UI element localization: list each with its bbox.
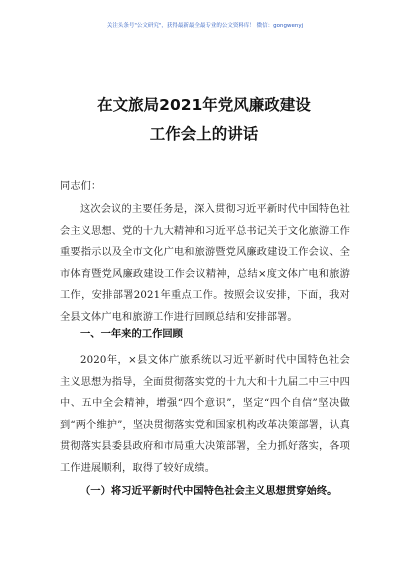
section-heading: 一、一年来的工作回顾 xyxy=(80,328,183,340)
subsection-heading: （一）将习近平新时代中国特色社会主义思想贯穿始终。 xyxy=(80,485,338,497)
header-promo-note: 关注头条号"公文研究"，获得最新最全最专业的公文资料库！ 微信：gongwenyj xyxy=(106,23,304,29)
salutation: 同志们： xyxy=(60,181,102,192)
intro-paragraph: 这次会议的主要任务是，深入贯彻习近平新时代中国特色社会主义思想、党的十九大精神和习近平总书记关于文化旅游工作重要指示以及全市文化广电和旅游暨党风廉政建设工作会议、全市体育暨党风廉政建设工作会议精神，总结×度文体广电和旅游工作，安排部署2021年重点工作。按照会议安排，下面，我对全县文体广电和旅游工作进行回顾总结和安排部署。 xyxy=(60,204,350,323)
section-paragraph: 2020年，×县文体广旅系统以习近平新时代中国特色社会主义思想为指导，全面贯彻落实党的十九大和十九届二中三中四中、五中全会精神，增强“四个意识”，坚定“四个自信”坚决做到“两个维护”，坚决贯彻落实党和国家机构改革决策部署，认真贯彻落实县委县政府和市局重大决策部署，全力抓好落实，各项工作进展顺利，取得了较好成绩。 xyxy=(60,355,350,474)
document-title-line2: 工作会上的讲话 xyxy=(149,125,259,143)
document-title-line1: 在文旅局2021年党风廉政建设 xyxy=(97,96,311,114)
